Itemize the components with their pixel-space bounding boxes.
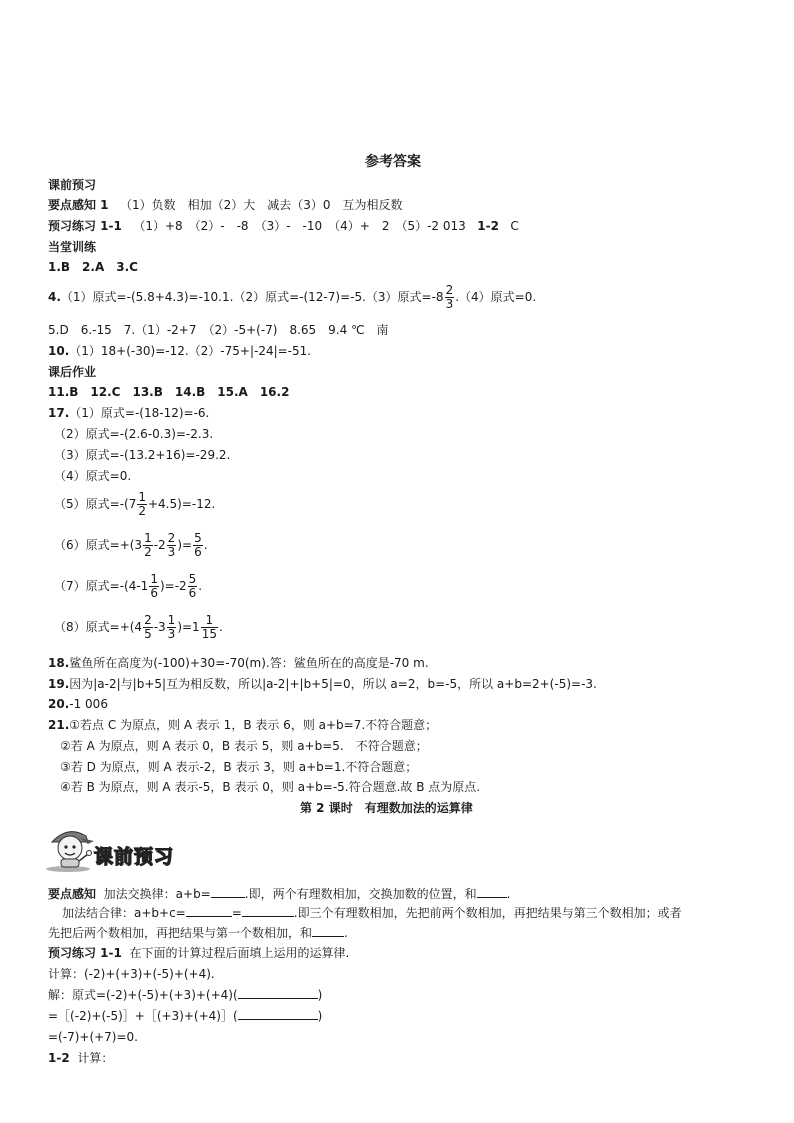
fraction xyxy=(167,614,177,641)
line-text: .（4）原式=0. xyxy=(455,290,537,304)
fraction xyxy=(201,614,218,641)
answer-line xyxy=(54,573,202,600)
fraction-numerator: 2 xyxy=(144,613,152,627)
line-text: +4.5)=-12. xyxy=(147,497,216,511)
line-lead: 1-2 xyxy=(48,1051,70,1065)
line-text: （7）原式=-(4-1 xyxy=(54,579,149,593)
answer-line: ④若 B 为原点，则 A 表示-5，B 表示 0，则 a+b=-5.符合题意.故 B 点为原点. xyxy=(60,780,481,794)
question-line xyxy=(62,905,682,921)
fraction-numerator: 1 xyxy=(201,614,218,628)
answer-line xyxy=(48,696,108,712)
answer-blank[interactable] xyxy=(186,905,232,917)
banner-text: 课前预习 xyxy=(94,846,175,868)
item-number: 18. xyxy=(48,656,70,670)
line-text: . xyxy=(218,620,223,634)
line-text: （1）+8 （2）- -8 （3）- -10 （4）+ 2 （5）-2 013 xyxy=(133,219,466,233)
line-text: = xyxy=(231,906,242,920)
line-text: 加法交换律：a+b= xyxy=(103,887,211,901)
section-banner xyxy=(44,822,194,874)
line-tail: C xyxy=(510,219,519,233)
line-text: . xyxy=(203,538,208,552)
answer-line xyxy=(48,405,209,421)
item-number: 4. xyxy=(48,290,61,304)
fraction xyxy=(193,532,203,559)
fraction-denominator: 6 xyxy=(188,586,197,600)
line-text: .即三个有理数相加，先把前两个数相加，再把结果与第三个数相加；或者 xyxy=(293,906,682,920)
fraction xyxy=(149,573,159,600)
fraction-denominator: 2 xyxy=(144,545,152,559)
line-text: -2 xyxy=(153,538,166,552)
line-text: （8）原式=+(4 xyxy=(54,620,143,634)
fraction xyxy=(137,491,147,518)
line-text: 在下面的计算过程后面填上运用的运算律. xyxy=(129,946,350,960)
answer-line: ③若 D 为原点，则 A 表示-2，B 表示 3，则 a+b=1.不符合题意； xyxy=(60,760,418,774)
line-text: =［(-2)+(-5)］+［(+3)+(+4)］( xyxy=(48,1009,238,1023)
line-text: . xyxy=(506,887,511,901)
fraction-denominator: 2 xyxy=(138,504,146,518)
answer-line xyxy=(48,655,429,671)
fraction xyxy=(188,573,198,600)
page-title: 参考答案 xyxy=(365,154,421,170)
line-lead: 要点感知 1 xyxy=(48,198,109,212)
answer-line xyxy=(48,676,597,692)
question-line xyxy=(48,945,349,961)
line-text: )=-2 xyxy=(159,579,187,593)
question-line xyxy=(48,925,348,941)
answer-blank[interactable] xyxy=(477,886,507,898)
section-heading: 课前预习 xyxy=(48,178,97,192)
fraction xyxy=(445,284,455,311)
lesson-heading: 第 2 课时 有理数加法的运算律 xyxy=(300,801,473,815)
line-text: （6）原式=+(3 xyxy=(54,538,143,552)
fraction-numerator: 2 xyxy=(167,531,176,545)
line-text: （1）原式=-(5.8+4.3)=-10.1.（2）原式=-(12-7)=-5.（3）原式=-8 xyxy=(60,290,444,304)
item-number: 21. xyxy=(48,718,70,732)
question-line xyxy=(48,1008,322,1024)
item-number: 20. xyxy=(48,697,70,711)
answer-line xyxy=(48,284,536,311)
section-heading: 课后作业 xyxy=(48,365,97,379)
line-text: （1）负数 相加（2）大 减去（3）0 互为相反数 xyxy=(119,198,403,212)
fraction-numerator: 5 xyxy=(194,531,202,545)
item-number: 19. xyxy=(48,677,70,691)
question-line xyxy=(48,987,322,1003)
line-text: 加法结合律：a+b+c= xyxy=(62,906,186,920)
answer-line xyxy=(48,218,519,234)
answer-line xyxy=(48,197,403,213)
question-line xyxy=(48,886,510,902)
answer-line xyxy=(54,532,208,559)
line-text: )=1 xyxy=(177,620,200,634)
answer-line: 1.B 2.A 3.C xyxy=(48,260,138,274)
answer-blank[interactable] xyxy=(238,1008,318,1020)
line-text: （1）18+(-30)=-12.（2）-75+|-24|=-51. xyxy=(69,344,312,358)
answer-line: （4）原式=0. xyxy=(54,469,132,483)
line-text: （1）原式=-(18-12)=-6. xyxy=(69,406,210,420)
line-text: -3 xyxy=(153,620,166,634)
answer-line xyxy=(54,491,215,518)
fraction-numerator: 1 xyxy=(150,572,158,586)
question-line: 计算：(-2)+(+3)+(-5)+(+4). xyxy=(48,967,215,981)
line-text: ①若点 C 为原点，则 A 表示 1，B 表示 6，则 a+b=7.不符合题意； xyxy=(69,718,438,732)
answer-blank[interactable] xyxy=(211,886,245,898)
answer-blank[interactable] xyxy=(238,987,318,999)
fraction xyxy=(167,532,177,559)
fraction-numerator: 5 xyxy=(188,572,197,586)
line-text: )= xyxy=(177,538,193,552)
line-text: . xyxy=(344,926,348,940)
answer-line: 5.D 6.-15 7.（1）-2+7 （2）-5+(-7) 8.65 9.4 ℃ 南 xyxy=(48,323,389,337)
fraction-denominator: 15 xyxy=(201,627,217,641)
fraction xyxy=(143,532,153,559)
fraction-numerator: 1 xyxy=(144,531,152,545)
answer-line xyxy=(54,614,223,641)
line-lead: 预习练习 1-1 xyxy=(48,219,122,233)
line-text: （5）原式=-(7 xyxy=(54,497,137,511)
fraction-numerator: 2 xyxy=(445,283,454,297)
line-text: 计算： xyxy=(77,1051,114,1065)
line-text: 因为|a-2|与|b+5|互为相反数，所以|a-2|+|b+5|=0，所以 a=2，b=-5，所以 a+b=2+(-5)=-3. xyxy=(69,677,597,691)
item-number: 10. xyxy=(48,344,70,358)
fraction-denominator: 5 xyxy=(144,627,152,641)
answer-blank[interactable] xyxy=(312,925,344,937)
line-text: .即，两个有理数相加，交换加数的位置，和 xyxy=(244,887,477,901)
line-text: 先把后两个数相加，再把结果与第一个数相加，和 xyxy=(48,926,313,940)
fraction xyxy=(143,614,153,641)
answer-line: ②若 A 为原点，则 A 表示 0，B 表示 5，则 a+b=5. 不符合题意； xyxy=(60,739,428,753)
fraction-denominator: 3 xyxy=(167,545,176,559)
fraction-denominator: 3 xyxy=(167,627,176,641)
answer-line: （2）原式=-(2.6-0.3)=-2.3. xyxy=(54,427,214,441)
line-text: -1 006 xyxy=(69,697,108,711)
fraction-denominator: 6 xyxy=(194,545,202,559)
line-text: ) xyxy=(317,1009,323,1023)
question-line xyxy=(48,1050,113,1066)
answer-line: 11.B 12.C 13.B 14.B 15.A 16.2 xyxy=(48,385,290,399)
fraction-numerator: 1 xyxy=(138,490,146,504)
line-text: ) xyxy=(317,988,323,1002)
fraction-numerator: 1 xyxy=(167,613,176,627)
line-text: 鲨鱼所在高度为(-100)+30=-70(m).答：鲨鱼所在的高度是-70 m. xyxy=(69,656,429,670)
line-text: . xyxy=(198,579,203,593)
line-text: 解：原式=(-2)+(-5)+(+3)+(+4)( xyxy=(48,988,238,1002)
answer-blank[interactable] xyxy=(242,905,294,917)
item-number: 17. xyxy=(48,406,70,420)
fraction-denominator: 6 xyxy=(150,586,158,600)
fraction-denominator: 3 xyxy=(445,297,454,311)
answer-line xyxy=(48,343,311,359)
answer-line xyxy=(48,717,437,733)
question-line: =(-7)+(+7)=0. xyxy=(48,1030,138,1044)
section-heading: 当堂训练 xyxy=(48,240,97,254)
line-lead: 预习练习 1-1 xyxy=(48,946,122,960)
line-lead-2: 1-2 xyxy=(477,219,499,233)
answer-line: （3）原式=-(13.2+16)=-29.2. xyxy=(54,448,231,462)
line-lead: 要点感知 xyxy=(48,887,97,901)
